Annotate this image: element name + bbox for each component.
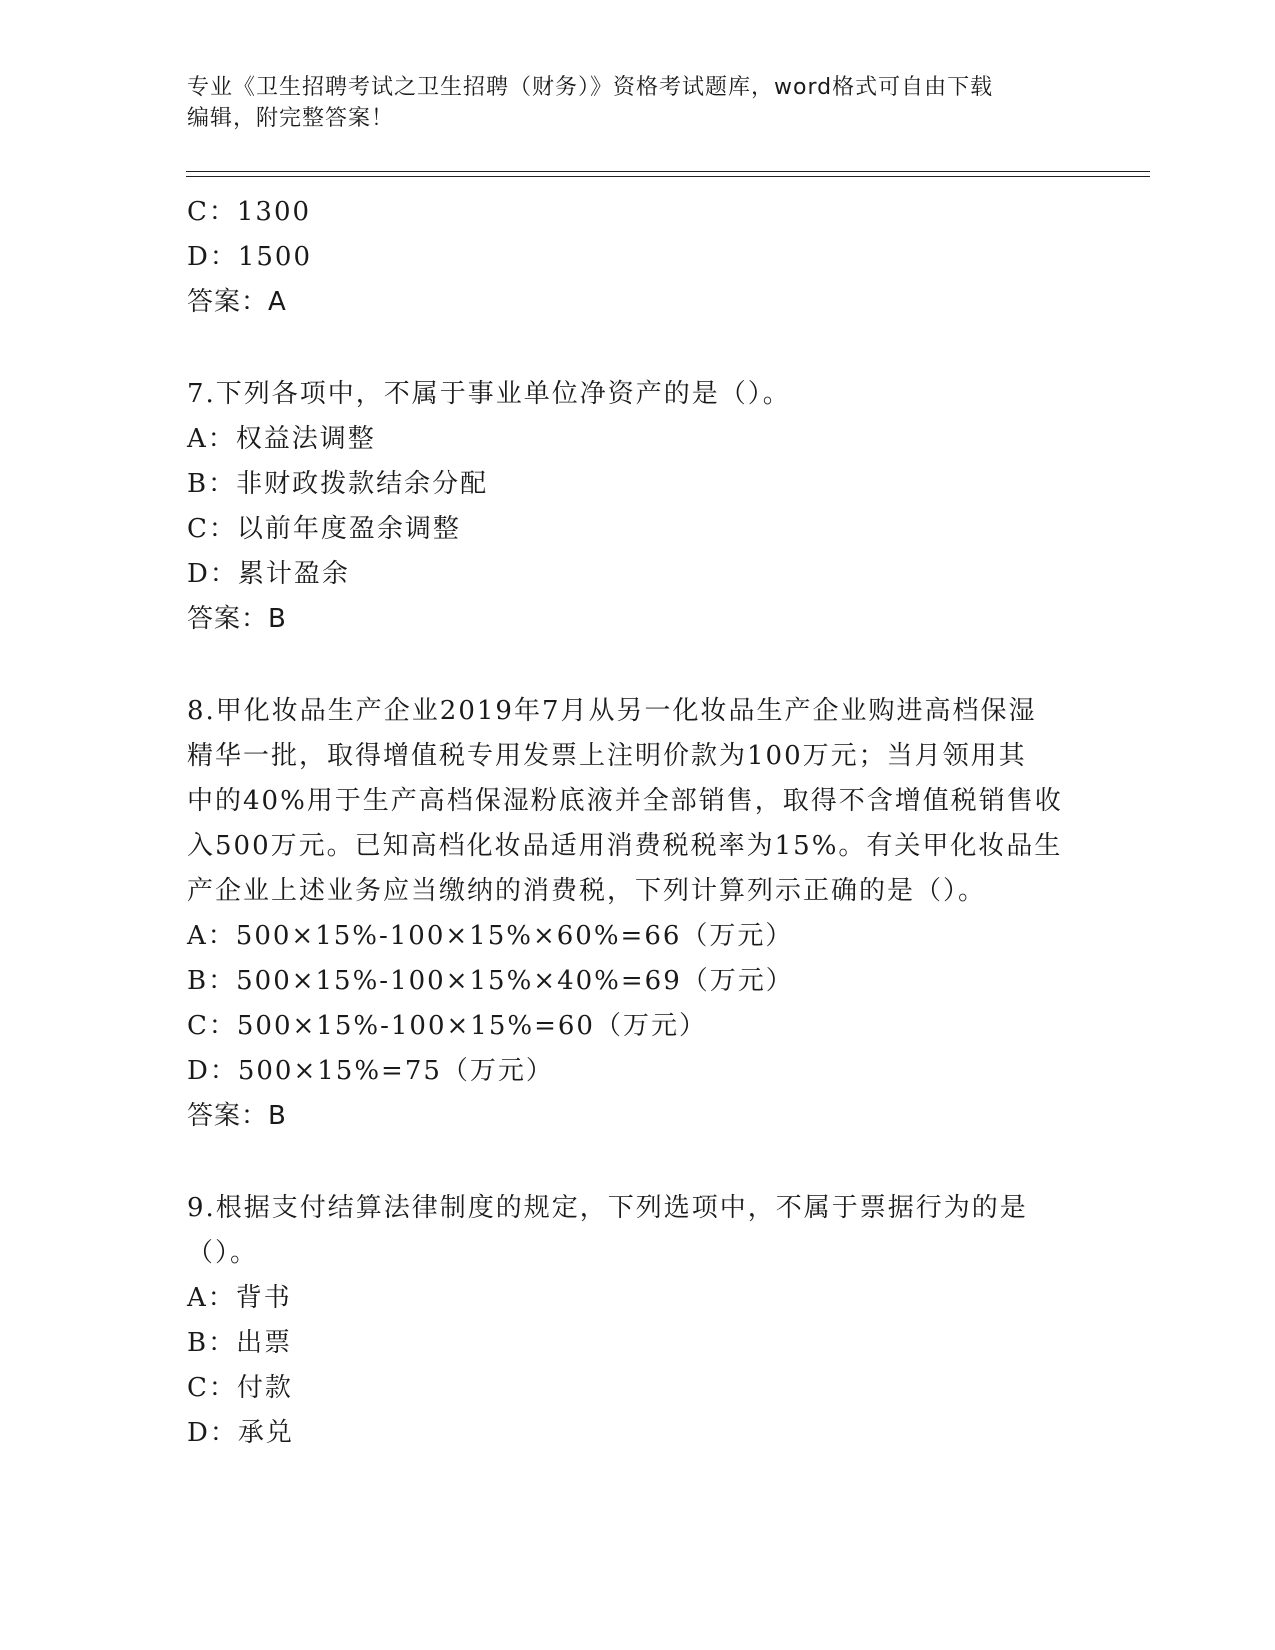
question-stem-line: 入500万元。已知高档化妆品适用消费税税率为15%。有关甲化妆品生 bbox=[187, 831, 1063, 861]
option-d: D：承兑 bbox=[187, 1418, 294, 1448]
option-a: A：权益法调整 bbox=[187, 424, 376, 454]
question-content bbox=[187, 190, 1087, 1456]
option-d: D：1500 bbox=[187, 242, 313, 272]
document-header bbox=[187, 72, 1087, 134]
option-a: A：500×15%-100×15%×60%=66（万元） bbox=[187, 921, 794, 951]
option-b: B：出票 bbox=[187, 1328, 293, 1358]
question-stem-line: 9.根据支付结算法律制度的规定，下列选项中，不属于票据行为的是 bbox=[187, 1193, 1028, 1223]
question-stem-line: 精华一批，取得增值税专用发票上注明价款为100万元；当月领用其 bbox=[187, 741, 1027, 771]
answer: 答案：B bbox=[187, 1101, 287, 1131]
option-c: C：付款 bbox=[187, 1373, 293, 1403]
answer: 答案：A bbox=[187, 287, 287, 317]
prev-question bbox=[187, 190, 1087, 325]
header-line-1: 专业《卫生招聘考试之卫生招聘（财务）》资格考试题库，word格式可自由下载 bbox=[187, 75, 994, 100]
question-stem: 7.下列各项中，不属于事业单位净资产的是（）。 bbox=[187, 379, 791, 409]
question-7 bbox=[187, 372, 1087, 642]
header-rule-top bbox=[186, 171, 1150, 172]
header-rule-bottom bbox=[186, 176, 1150, 177]
question-stem-line: 中的40%用于生产高档保湿粉底液并全部销售，取得不含增值税销售收 bbox=[187, 786, 1063, 816]
header-line-2: 编辑，附完整答案！ bbox=[187, 106, 395, 131]
option-d: D：累计盈余 bbox=[187, 559, 350, 589]
answer: 答案：B bbox=[187, 604, 287, 634]
question-stem-line: 8.甲化妆品生产企业2019年7月从另一化妆品生产企业购进高档保湿 bbox=[187, 696, 1037, 726]
option-b: B：非财政拨款结余分配 bbox=[187, 469, 489, 499]
question-8 bbox=[187, 689, 1087, 1139]
question-9 bbox=[187, 1186, 1087, 1456]
option-c: C：500×15%-100×15%=60（万元） bbox=[187, 1011, 707, 1041]
option-d: D：500×15%=75（万元） bbox=[187, 1056, 554, 1086]
option-c: C：以前年度盈余调整 bbox=[187, 514, 461, 544]
question-stem-line: （）。 bbox=[187, 1238, 259, 1268]
option-c: C：1300 bbox=[187, 197, 312, 227]
option-a: A：背书 bbox=[187, 1283, 292, 1313]
question-stem-line: 产企业上述业务应当缴纳的消费税，下列计算列示正确的是（）。 bbox=[187, 876, 987, 906]
option-b: B：500×15%-100×15%×40%=69（万元） bbox=[187, 966, 794, 996]
